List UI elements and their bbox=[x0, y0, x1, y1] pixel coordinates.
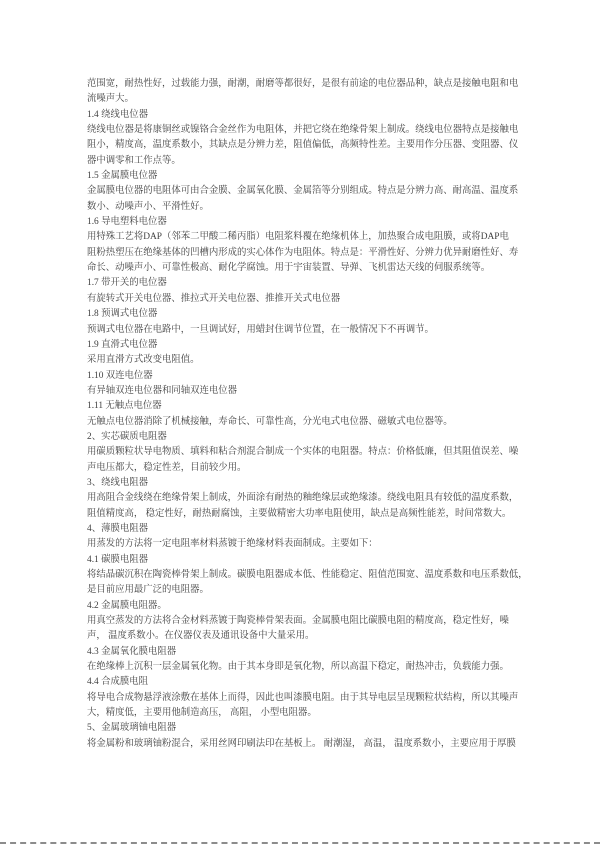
text-line: 器中调零和工作点等。 bbox=[87, 155, 181, 166]
document-text-block bbox=[87, 77, 528, 752]
text-line: 4.1 碳膜电阻器 bbox=[87, 554, 148, 565]
text-line: 1.4 绕线电位器 bbox=[87, 109, 148, 120]
text-line: 有异轴双连电位器和同轴双连电位器 bbox=[87, 385, 238, 396]
text-line: 将结晶碳沉积在陶瓷棒骨架上制成。碳膜电阻器成本低、性能稳定、阻值范围宽、温度系数和电压系数低， bbox=[87, 570, 528, 580]
text-line: 1.10 双连电位器 bbox=[87, 370, 153, 381]
text-line: 无触点电位器消除了机械接触，寿命长、可靠性高，分光电式电位器、磁敏式电位器等。 bbox=[87, 416, 453, 427]
text-line: 声电压都大，稳定性差，目前较少用。 bbox=[87, 462, 247, 473]
text-line: 金属膜电位器的电阻体可由合金膜、金属氧化膜、金属箔等分别组成。特点是分辨力高、耐高温、温度系 bbox=[87, 186, 519, 197]
text-line: 将导电合成物悬浮液涂敷在基体上而得，因此也叫漆膜电阻。由于其导电层呈现颗粒状结构，所以其噪声 bbox=[87, 692, 519, 703]
text-line: 阻值精度高， 稳定性好，耐热耐腐蚀，主要做精密大功率电阻使用，缺点是高频性能差，时间常数大。 bbox=[87, 508, 512, 519]
text-line: 阻小，精度高，温度系数小，其缺点是分辨力差，阻值偏低，高频特性差。主要用作分压器、变阻器、仪 bbox=[87, 140, 519, 151]
text-line: 1.5 金属膜电位器 bbox=[87, 171, 158, 182]
text-line: 用真空蒸发的方法将合金材料蒸镀于陶瓷棒骨架表面。金属膜电阻比碳膜电阻的精度高，稳定性好，噪 bbox=[87, 616, 509, 627]
text-line: 范围宽，耐热性好，过载能力强，耐潮，耐磨等都很好，是很有前途的电位器品种，缺点是接触电阻和电 bbox=[87, 79, 519, 89]
text-line: 用高阻合金线绕在绝缘骨架上制成，外面涂有耐热的釉绝缘层或绝缘漆。绕线电阻具有较低的温度系数， bbox=[87, 493, 519, 504]
text-line: 1.11 无触点电位器 bbox=[87, 401, 162, 412]
text-line: 4.2 金属膜电阻器。 bbox=[87, 600, 167, 611]
text-line: 是目前应用最广泛的电阻器。 bbox=[87, 585, 209, 596]
text-line: 大，精度低，主要用他制造高压， 高阻， 小型电阻器。 bbox=[87, 708, 317, 719]
text-line: 用碳质颗粒状导电物质、填料和粘合剂混合制成一个实体的电阻器。特点：价格低廉，但其阻值误差、噪 bbox=[87, 447, 519, 458]
text-line: 1.9 直滑式电位器 bbox=[87, 339, 158, 350]
text-line: 1.7 带开关的电位器 bbox=[87, 278, 167, 289]
text-line: 数小、动噪声小、平滑性好。 bbox=[87, 201, 209, 212]
text-line: 命长、动噪声小、可靠性极高、耐化学腐蚀。用于宇宙装置、导弹、飞机雷达天线的伺服系统等。 bbox=[87, 263, 491, 274]
text-line: 3、绕线电阻器 bbox=[87, 477, 148, 488]
text-line: 1.6 导电塑料电位器 bbox=[87, 217, 167, 228]
text-line: 有旋转式开关电位器、推拉式开关电位器、推推开关式电位器 bbox=[87, 293, 341, 304]
text-line: 流噪声大。 bbox=[87, 94, 134, 105]
text-line: 5、金属玻璃铀电阻器 bbox=[87, 723, 177, 734]
page-break-divider bbox=[0, 842, 600, 844]
text-line: 用特殊工艺将DAP（邻苯二甲酸二稀丙脂）电阻浆料覆在绝缘机体上，加热聚合成电阻膜，或将DAP电 bbox=[87, 232, 509, 243]
text-line: 用蒸发的方法将一定电阻率材料蒸镀于绝缘材料表面制成。主要如下： bbox=[87, 539, 378, 550]
text-line: 4.4 合成膜电阻 bbox=[87, 677, 148, 688]
text-line: 绕线电位器是将康铜丝或镍铬合金丝作为电阻体，并把它绕在绝缘骨架上制成。绕线电位器特点是接触电 bbox=[87, 125, 519, 136]
text-line: 4、薄膜电阻器 bbox=[87, 523, 148, 534]
text-line: 将金属粉和玻璃铀粉混合，采用丝网印刷法印在基板上。 耐潮湿， 高温， 温度系数小，主要应用于厚膜 bbox=[87, 738, 516, 749]
text-line: 采用直滑方式改变电阻值。 bbox=[87, 355, 200, 366]
text-line: 预调式电位器在电路中，一旦调试好，用蜡封住调节位置，在一般情况下不再调节。 bbox=[87, 324, 434, 335]
text-line: 阻粉热塑压在绝缘基体的凹槽内形成的实心体作为电阻体。特点是：平滑性好、分辨力优异耐磨性好、寿 bbox=[87, 247, 519, 258]
text-line: 1.8 预调式电位器 bbox=[87, 309, 158, 320]
text-line: 4.3 金属氧化膜电阻器 bbox=[87, 646, 177, 657]
text-line: 2、实芯碳质电阻器 bbox=[87, 431, 167, 442]
text-line: 声， 温度系数小。在仪器仪表及通讯设备中大量采用。 bbox=[87, 631, 315, 642]
text-line: 在绝缘棒上沉积一层金属氧化物。由于其本身即是氧化物，所以高温下稳定，耐热冲击，负载能力强。 bbox=[87, 662, 509, 673]
